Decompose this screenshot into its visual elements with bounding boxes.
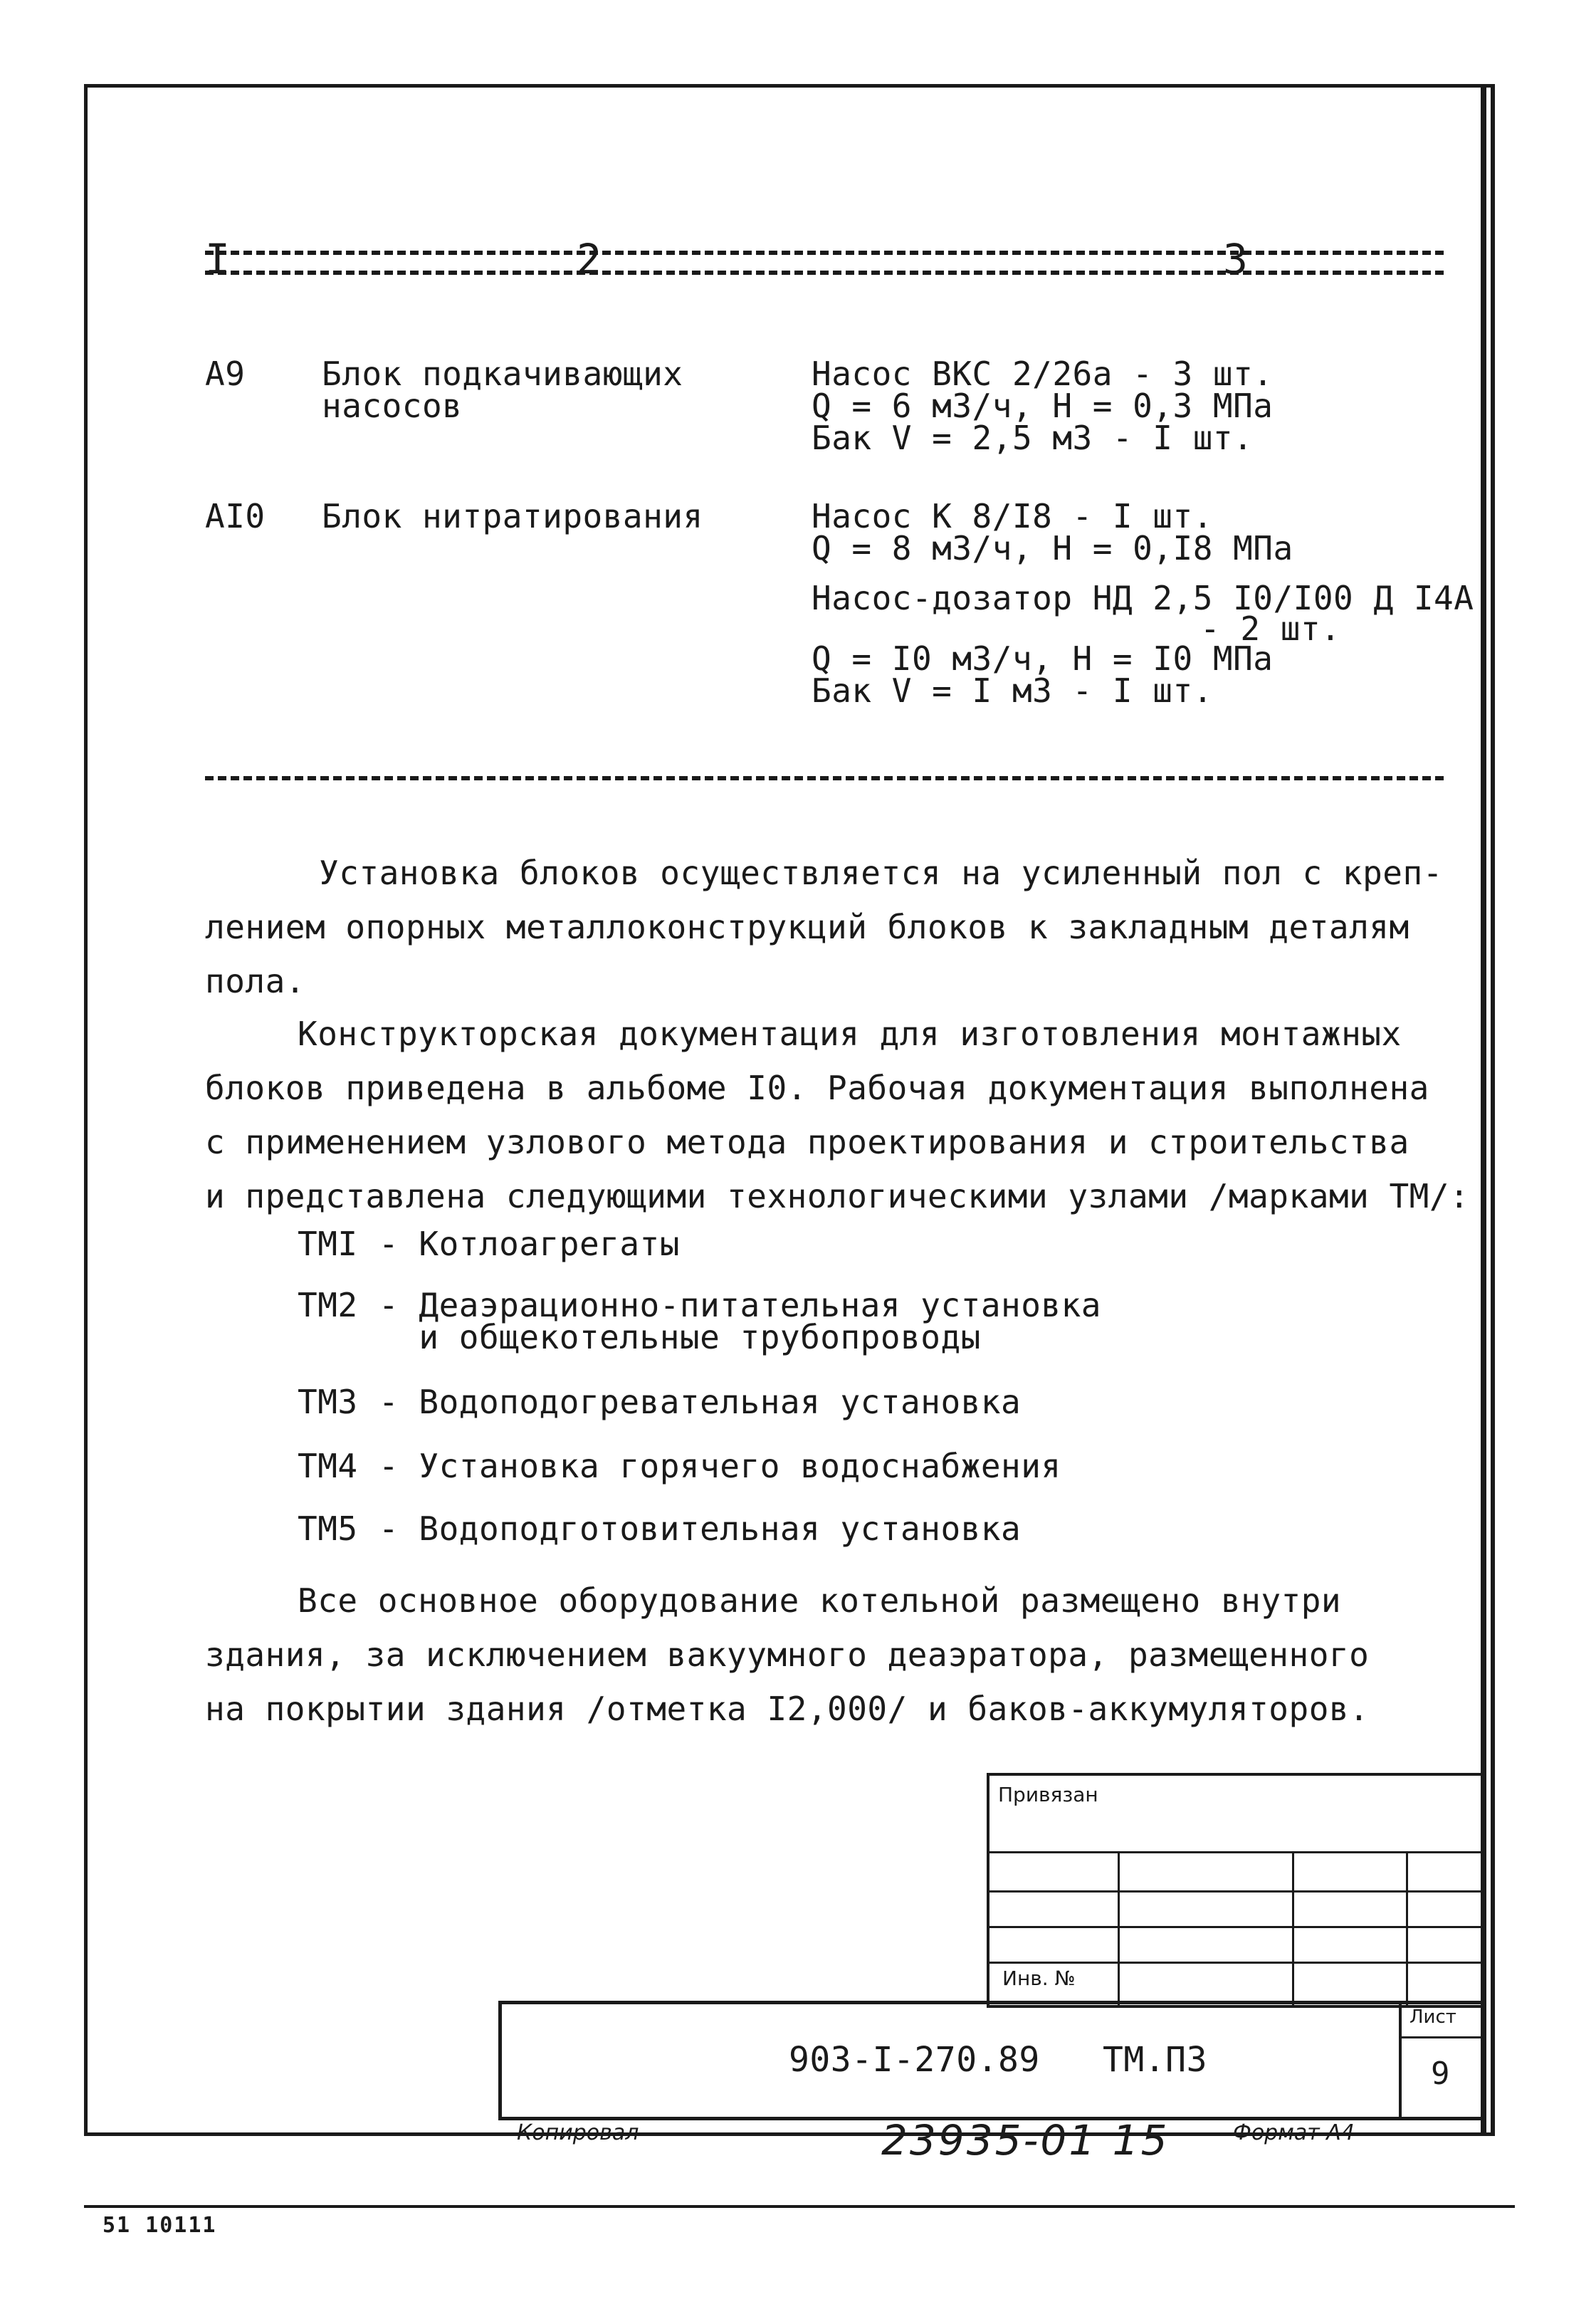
- document-code: 903-I-270.89 ТМ.ПЗ: [789, 2040, 1207, 2080]
- stamp-grid-line: [987, 1962, 1485, 1964]
- mark-text: - Водоподготовительная установка: [379, 1509, 1022, 1548]
- paragraph-line: Конструкторская документация для изготовления монтажных: [298, 1015, 1402, 1053]
- paragraph-line: здания, за исключением вакуумного деаэратора, размещенного: [205, 1635, 1370, 1674]
- mark-code: ТМ4: [298, 1447, 358, 1485]
- equipment-spec: - 2 шт.: [1200, 609, 1341, 648]
- inventory-label: Инв. №: [1002, 1967, 1076, 1990]
- paragraph-line: блоков приведена в альбоме I0. Рабочая документация выполнена: [205, 1069, 1429, 1107]
- frame-right-border-thin: [1491, 84, 1493, 2136]
- equipment-code: АI0: [205, 497, 266, 535]
- column-header-3: 3: [1223, 235, 1248, 283]
- mark-code: ТМI: [298, 1225, 358, 1263]
- bottom-code: 51 10111: [103, 2213, 217, 2238]
- equipment-spec: Q = I0 м3/ч, Н = I0 МПа: [812, 639, 1274, 678]
- equipment-spec: Насос ВКС 2/26а - 3 шт.: [812, 355, 1274, 393]
- stamp-grid-line: [987, 1926, 1485, 1928]
- sheet-label: Лист: [1409, 2006, 1456, 2028]
- mark-text: и общекотельные трубопроводы: [379, 1318, 981, 1356]
- title-block-divider: [1399, 2001, 1402, 2120]
- format-label: Формат А4: [1233, 2120, 1355, 2145]
- column-header-2: 2: [577, 235, 602, 283]
- mark-text: - Котлоагрегаты: [379, 1225, 680, 1263]
- equipment-name: насосов: [322, 387, 463, 425]
- stamp-grid-line: [987, 1851, 1485, 1853]
- mark-text: - Деаэрационно-питательная установка: [379, 1286, 1101, 1324]
- stamp-grid-line: [1292, 1851, 1294, 2008]
- equipment-spec: Бак V = 2,5 м3 - I шт.: [812, 419, 1254, 457]
- stamp-grid-line: [987, 1890, 1485, 1893]
- equipment-spec: Насос К 8/I8 - I шт.: [812, 497, 1213, 535]
- stamp-grid-line: [1406, 1851, 1408, 2008]
- equipment-name: Блок подкачивающих: [322, 355, 683, 393]
- table-dashed-line-end: [205, 776, 1444, 780]
- paragraph-line: с применением узлового метода проектирования и строительства: [205, 1123, 1409, 1161]
- paragraph-line: лением опорных металлоконструкций блоков к закладным деталям: [205, 908, 1409, 946]
- mark-text: - Установка горячего водоснабжения: [379, 1447, 1061, 1485]
- equipment-code: А9: [205, 355, 246, 393]
- paragraph-line: Все основное оборудование котельной размещено внутри: [298, 1581, 1342, 1620]
- equipment-spec: Q = 6 м3/ч, Н = 0,3 МПа: [812, 387, 1274, 425]
- equipment-spec: Бак V = I м3 - I шт.: [812, 671, 1213, 710]
- paragraph-line: пола.: [205, 962, 305, 1000]
- title-block-divider: [1399, 2036, 1486, 2038]
- mark-code: ТМ3: [298, 1383, 358, 1421]
- stamp-grid-line: [1118, 1851, 1120, 2008]
- binding-label: Привязан: [998, 1783, 1098, 1806]
- equipment-spec: Q = 8 м3/ч, Н = 0,I8 МПа: [812, 529, 1293, 567]
- equipment-spec: Насос-дозатор НД 2,5 I0/I00 Д I4А: [812, 579, 1474, 617]
- mark-code: ТМ5: [298, 1509, 358, 1548]
- header-dashed-line-top: [205, 251, 1444, 255]
- column-header-1: I: [205, 235, 230, 283]
- paragraph-documentation: [205, 1007, 1469, 1223]
- paragraph-installation: [205, 846, 1443, 1008]
- equipment-name: Блок нитратирования: [322, 497, 703, 535]
- mark-text: - Водоподогревательная установка: [379, 1383, 1022, 1421]
- paragraph-equipment-location: [205, 1574, 1369, 1736]
- header-dashed-line-bottom: [205, 271, 1444, 275]
- paragraph-line: на покрытии здания /отметка I2,000/ и баков-аккумуляторов.: [205, 1690, 1370, 1728]
- handwritten-number: 23935-01 15: [881, 2116, 1170, 2164]
- paragraph-line: Установка блоков осуществляется на усиленный пол с креп-: [319, 854, 1443, 892]
- sheet-number: 9: [1431, 2056, 1450, 2092]
- copied-label: Копировал: [517, 2120, 639, 2145]
- mark-code: ТМ2: [298, 1286, 358, 1324]
- paragraph-line: и представлена следующими технологическими узлами /марками ТМ/:: [205, 1177, 1470, 1215]
- bottom-rule: [84, 2205, 1515, 2208]
